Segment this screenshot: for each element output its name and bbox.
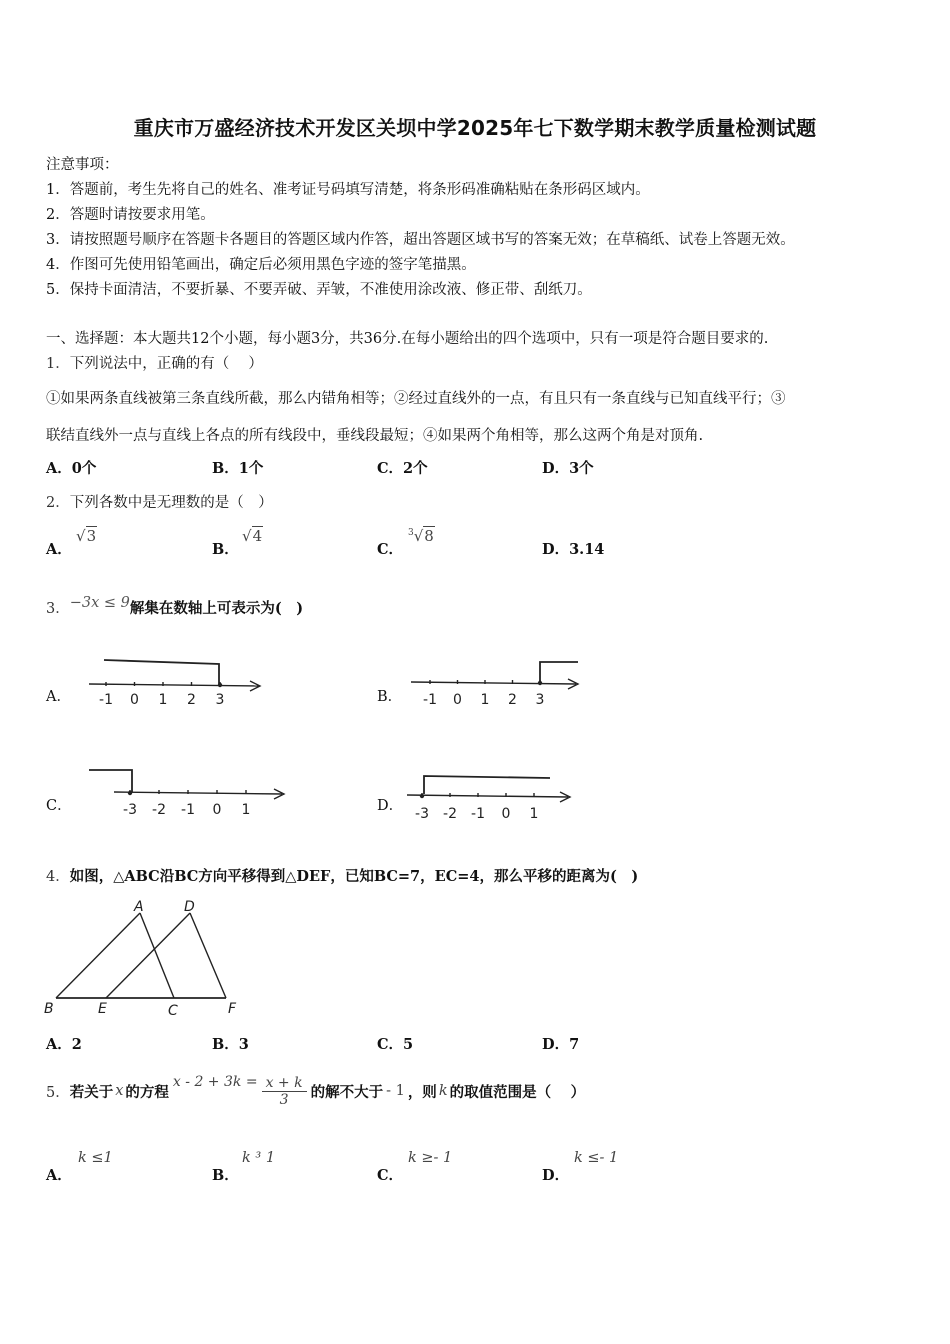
- tick-label: 0: [501, 806, 511, 820]
- question-4-stem: [46, 865, 638, 886]
- question-2-stem: [46, 491, 273, 512]
- question-text: 的取值范围是（ ）: [449, 1083, 586, 1101]
- fraction-denominator: 3: [279, 1091, 289, 1108]
- option-label: C．: [377, 460, 404, 477]
- q4-triangle-diagram: [40, 895, 250, 1020]
- question-1-stem: [46, 352, 263, 373]
- value-neg-one: - 1: [386, 1083, 405, 1099]
- tick-label: -3: [123, 802, 137, 818]
- notice-item: 2．答题时请按要求用笔。: [46, 207, 215, 223]
- option-label: D．: [542, 1036, 570, 1053]
- question-text: 下列说法中，正确的有（ ）: [69, 356, 263, 372]
- q1-option-b[interactable]: [212, 457, 263, 478]
- option-text: 7: [569, 1036, 580, 1053]
- segment-ab: [56, 913, 140, 998]
- option-label: B．: [212, 1167, 239, 1184]
- option-expression: k ≥- 1: [408, 1150, 453, 1166]
- q5-option-d-expr: [574, 1150, 618, 1166]
- endpoint-dot: [538, 681, 542, 685]
- tick-label: -1: [99, 692, 113, 708]
- q4-option-b[interactable]: [212, 1033, 249, 1054]
- tick-label: -1: [471, 806, 485, 820]
- q3-option-b-label[interactable]: B．: [377, 689, 403, 705]
- tick-label: 2: [187, 692, 196, 708]
- option-text: 3.14: [569, 541, 605, 558]
- notice-heading: 注意事项：: [46, 157, 119, 173]
- radical-sign: √4: [242, 527, 263, 545]
- q3-option-c-label[interactable]: C．: [46, 798, 72, 814]
- variable-k: k: [438, 1083, 448, 1099]
- q5-option-b-expr: [242, 1150, 275, 1166]
- question-number: 3．: [46, 601, 70, 617]
- q4-option-d[interactable]: [542, 1033, 579, 1054]
- option-text: 0个: [71, 460, 97, 477]
- option-label: B．: [212, 460, 239, 477]
- option-label: A．: [46, 1167, 72, 1184]
- question-text: 解集在数轴上可表示为( ): [129, 600, 304, 617]
- tick-label: -2: [443, 806, 457, 820]
- tick-label: 2: [508, 692, 517, 708]
- q2-option-a-radical: [76, 527, 97, 545]
- option-text: 2个: [403, 460, 428, 477]
- tick-label: 3: [535, 692, 545, 708]
- radicand: 4: [252, 527, 263, 545]
- radicand: 8: [424, 527, 434, 545]
- equation-fraction: [262, 1075, 307, 1108]
- option-expression: k ≤- 1: [574, 1150, 619, 1166]
- q2-option-c-radical: [408, 527, 435, 545]
- q5-option-c[interactable]: [377, 1164, 403, 1185]
- question-text: 下列各数中是无理数的是（ ）: [69, 495, 273, 511]
- option-label: A．: [46, 460, 72, 477]
- q2-option-b[interactable]: [212, 538, 239, 559]
- question-number: 1．: [46, 356, 70, 372]
- q5-option-a[interactable]: [46, 1164, 72, 1185]
- q2-option-c[interactable]: [377, 538, 403, 559]
- question-number: 5．: [46, 1084, 70, 1101]
- question-3-stem: [46, 597, 303, 618]
- q2-option-a[interactable]: [46, 538, 72, 559]
- tick-label: -3: [415, 806, 429, 820]
- radicand: 3: [86, 527, 97, 545]
- endpoint-dot: [420, 794, 424, 798]
- tick-label: 0: [130, 692, 139, 708]
- point-label-c: C: [168, 1003, 178, 1019]
- q3-number-line-b: [406, 654, 586, 710]
- tick-label: 0: [453, 692, 462, 708]
- question-number: 2．: [46, 495, 70, 511]
- option-label: D．: [542, 460, 570, 477]
- option-label: C．: [377, 541, 404, 558]
- question-text: 的方程: [125, 1083, 169, 1101]
- tick-label: 0: [212, 802, 222, 818]
- question-text: 如图，△ABC沿BC方向平移得到△DEF，已知BC=7，EC=4，那么平移的距离为( ): [69, 868, 639, 885]
- radical-sign: √8: [413, 527, 434, 545]
- tick-label: 1: [158, 692, 168, 708]
- q1-option-a[interactable]: [46, 457, 96, 478]
- q3-number-line-d: [402, 764, 582, 820]
- option-label: D．: [542, 541, 570, 558]
- q3-number-line-c: [84, 764, 289, 820]
- option-label: C．: [377, 1036, 404, 1053]
- q1-option-d[interactable]: [542, 457, 594, 478]
- option-text: 3: [238, 1036, 249, 1053]
- q1-option-c[interactable]: [377, 457, 428, 478]
- q5-option-b[interactable]: [212, 1164, 239, 1185]
- option-label: A．: [46, 1036, 72, 1053]
- question-5-stem: [46, 1068, 585, 1114]
- tick-label: -2: [152, 802, 166, 818]
- option-text: 1个: [238, 460, 264, 477]
- q4-option-a[interactable]: [46, 1033, 82, 1054]
- segment-ac: [140, 913, 174, 998]
- notice-item: 3．请按照题号顺序在答题卡各题目的答题区域内作答，超出答题区域书写的答案无效；在草稿纸、试卷上答题无效。: [46, 232, 795, 248]
- option-label: D．: [542, 1167, 570, 1184]
- segment-de: [106, 913, 190, 998]
- endpoint-dot: [128, 791, 132, 795]
- point-label-a: A: [134, 899, 144, 915]
- variable-x: x: [115, 1083, 124, 1099]
- option-label: B．: [212, 1036, 239, 1053]
- point-label-d: D: [184, 899, 195, 915]
- q4-option-c[interactable]: [377, 1033, 413, 1054]
- tick-marks: [123, 790, 250, 818]
- notice-item: 4．作图可先使用铅笔画出，确定后必须用黑色字迹的签字笔描黑。: [46, 257, 476, 273]
- question-1-statements-line1: ①如果两条直线被第三条直线所截，那么内错角相等；②经过直线外的一点，有且只有一条直线与已知直线平行；③: [46, 391, 786, 407]
- tick-label: -1: [181, 802, 195, 818]
- segment-df: [190, 913, 226, 998]
- tick-label: 3: [215, 692, 225, 708]
- q5-option-c-expr: [408, 1150, 452, 1166]
- q3-option-a-label[interactable]: A．: [46, 689, 71, 705]
- question-text: 的解不大于: [310, 1083, 384, 1101]
- question-number: 4．: [46, 869, 70, 885]
- option-text: 3个: [569, 460, 594, 477]
- option-label: C．: [377, 1167, 404, 1184]
- q2-option-b-radical: [242, 527, 263, 545]
- q2-option-d[interactable]: [542, 538, 604, 559]
- page-title: 重庆市万盛经济技术开发区关坝中学2025年七下数学期末教学质量检测试题: [133, 116, 817, 140]
- tick-label: 1: [241, 802, 251, 818]
- equation-lhs: x - 2 + 3k =: [172, 1074, 258, 1090]
- tick-label: -1: [423, 692, 437, 708]
- option-expression: k ≤1: [78, 1150, 113, 1166]
- inequality: −3x ≤ 9: [69, 595, 130, 611]
- q3-number-line-a: [84, 654, 264, 710]
- q5-option-a-expr: [78, 1150, 113, 1166]
- point-label-e: E: [98, 1001, 107, 1017]
- notice-item: 5．保持卡面清洁，不要折暴、不要弄破、弄皱，不准使用涂改液、修正带、刮纸刀。: [46, 282, 592, 298]
- radical-index: 3: [408, 528, 414, 539]
- option-expression: k ³ 1: [242, 1150, 276, 1166]
- option-text: 5: [403, 1036, 414, 1053]
- option-label: B．: [212, 541, 239, 558]
- tick-marks: [423, 680, 544, 708]
- tick-label: 1: [529, 806, 539, 820]
- option-text: 2: [71, 1036, 82, 1053]
- point-label-b: B: [44, 1001, 54, 1017]
- question-text: 若关于: [69, 1083, 114, 1101]
- point-label-f: F: [228, 1001, 237, 1017]
- option-label: A．: [46, 541, 72, 558]
- q5-option-d[interactable]: [542, 1164, 569, 1185]
- question-text: ，则: [407, 1083, 437, 1101]
- fraction-numerator: x + k: [262, 1075, 307, 1092]
- section-heading: 一、选择题：本大题共12个小题，每小题3分，共36分.在每小题给出的四个选项中，只有一项是符合题目要求的.: [46, 331, 769, 347]
- endpoint-dot: [218, 683, 222, 687]
- radical-sign: √3: [76, 527, 97, 545]
- q3-option-d-label[interactable]: D．: [377, 798, 404, 814]
- tick-label: 1: [480, 692, 490, 708]
- notice-item: 1．答题前，考生先将自己的姓名、准考证号码填写清楚，将条形码准确粘贴在条形码区域内。: [46, 182, 650, 198]
- question-1-statements-line2: 联结直线外一点与直线上各点的所有线段中，垂线段最短；④如果两个角相等，那么这两个角是对顶角.: [46, 428, 704, 444]
